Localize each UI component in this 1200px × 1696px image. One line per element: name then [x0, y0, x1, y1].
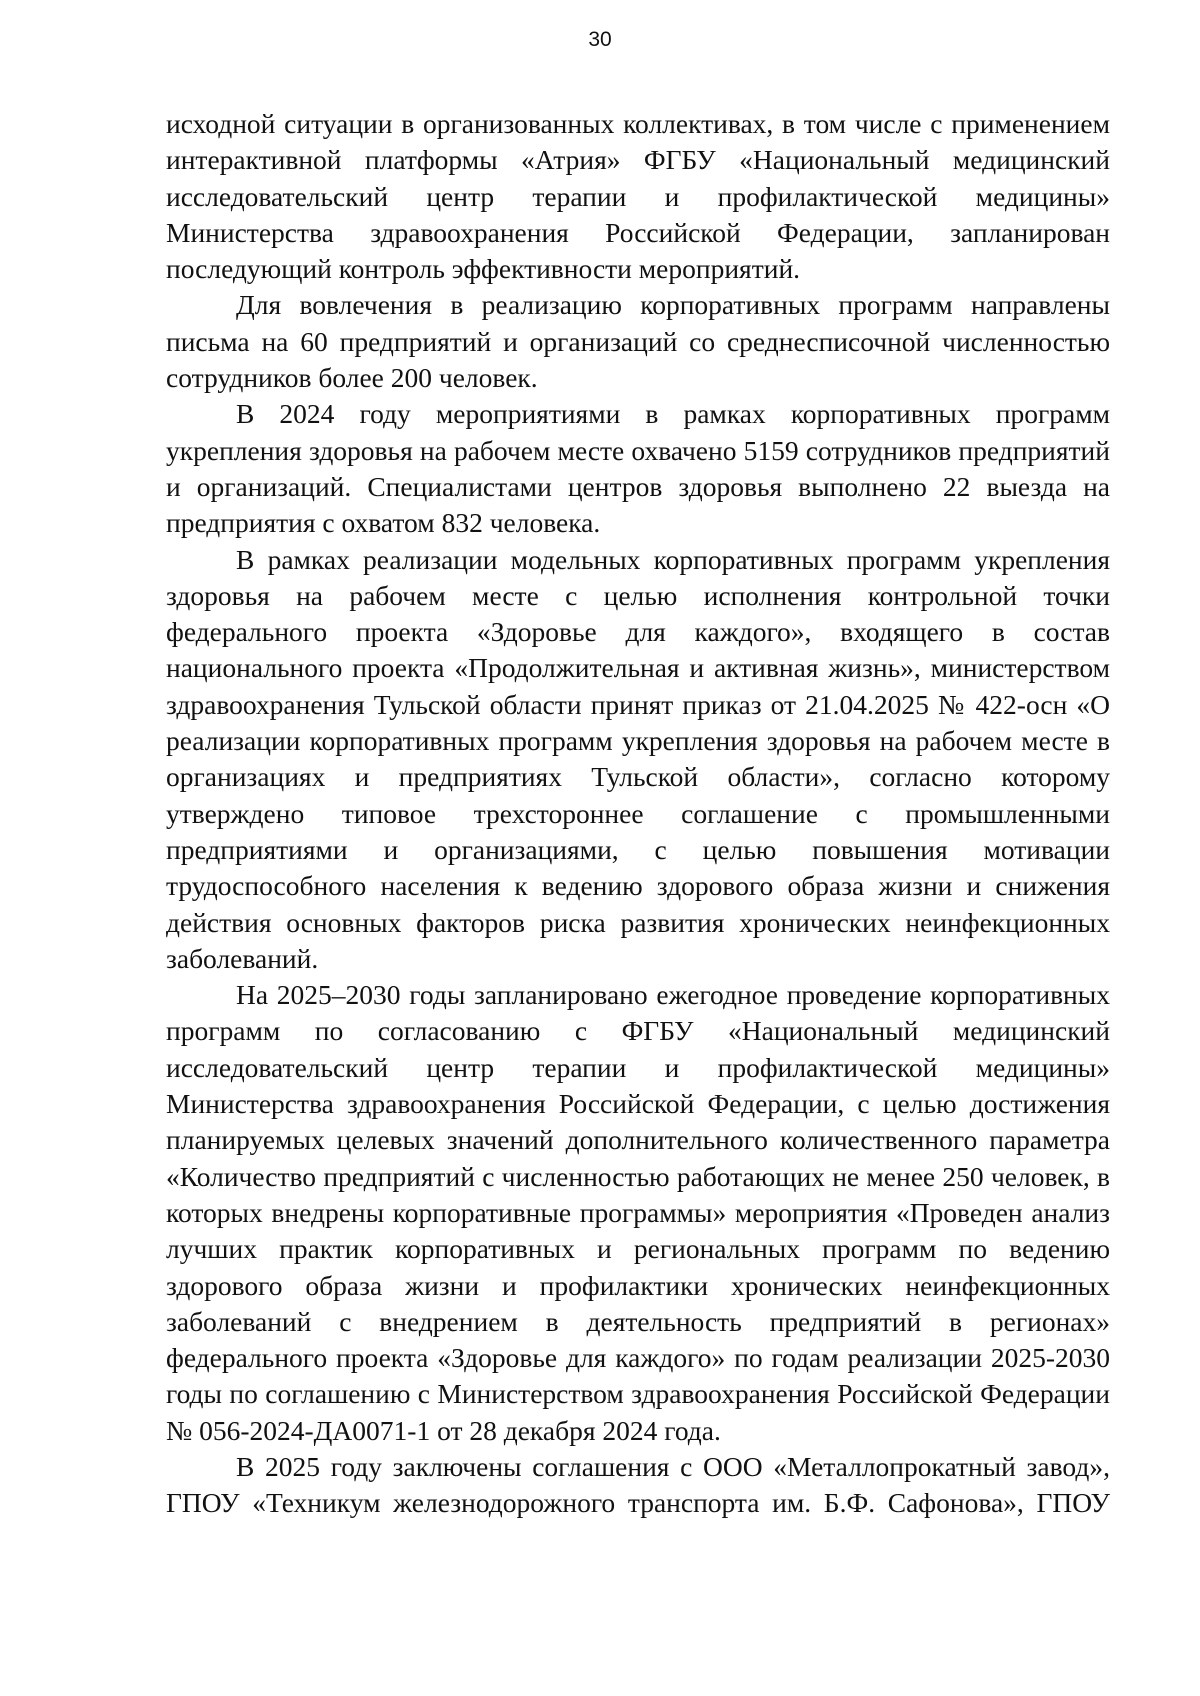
paragraph-outreach-letters: Для вовлечения в реализацию корпоративных программ направлены письма на 60 предприятий и организаций со среднесписочной численностью сотрудников более 200 человек. — [166, 289, 1110, 394]
document-body — [166, 106, 1110, 1522]
page-number: 30 — [588, 28, 612, 51]
paragraph-continuation: исходной ситуации в организованных коллективах, в том числе с применением интерактивной платформы «Атрия» ФГБУ «Национальный медицинский исследовательский центр терапии и профилактической медицины» Министерства здравоохранения Российской Федерации, запланирован последующий контроль эффективности мероприятий. — [166, 108, 1110, 285]
paragraph-2024-coverage: В 2024 году мероприятиями в рамках корпоративных программ укрепления здоровья на рабочем месте охвачено 5159 сотрудников предприятий и организаций. Специалистами центров здоровья выполнено 22 выезда на предприятия с охватом 832 человека. — [166, 398, 1110, 539]
paragraph-2025-agreements: В 2025 году заключены соглашения с ООО «Металлопрокатный завод», ГПОУ «Техникум железнодорожного транспорта им. Б.Ф. Сафонова», ГПОУ — [166, 1450, 1110, 1519]
paragraph-2025-2030-plan: На 2025–2030 годы запланировано ежегодное проведение корпоративных программ по согласованию с ФГБУ «Национальный медицинский исследовательский центр терапии и профилактической медицины» Министерства здравоохранения Российской Федерации, с целью достижения планируемых целевых значений дополнительного количественного параметра «Количество предприятий с численностью работающих не менее 250 человек, в которых внедрены корпоративные программы» мероприятия «Проведен анализ лучших практик корпоративных и региональных программ по ведению здорового образа жизни и профилактики хронических неинфекционных заболеваний с внедрением в деятельность предприятий в регионах» федерального проекта «Здоровье для каждого» по годам реализации 2025-2030 годы по соглашению с Министерством здравоохранения Российской Федерации № 056-2024-ДА0071-1 от 28 декабря 2024 года. — [166, 979, 1110, 1446]
paragraph-order-422: В рамках реализации модельных корпоративных программ укрепления здоровья на рабочем месте с целью исполнения контрольной точки федерального проекта «Здоровье для каждого», входящего в состав национального проекта «Продолжительная и активная жизнь», министерством здравоохранения Тульской области принят приказ от 21.04.2025 № 422-осн «О реализации корпоративных программ укрепления здоровья на рабочем месте в организациях и предприятиях Тульской области», согласно которому утверждено типовое трехстороннее соглашение с промышленными предприятиями и организациями, с целью повышения мотивации трудоспособного населения к ведению здорового образа жизни и снижения действия основных факторов риска развития хронических неинфекционных заболеваний. — [166, 543, 1110, 974]
